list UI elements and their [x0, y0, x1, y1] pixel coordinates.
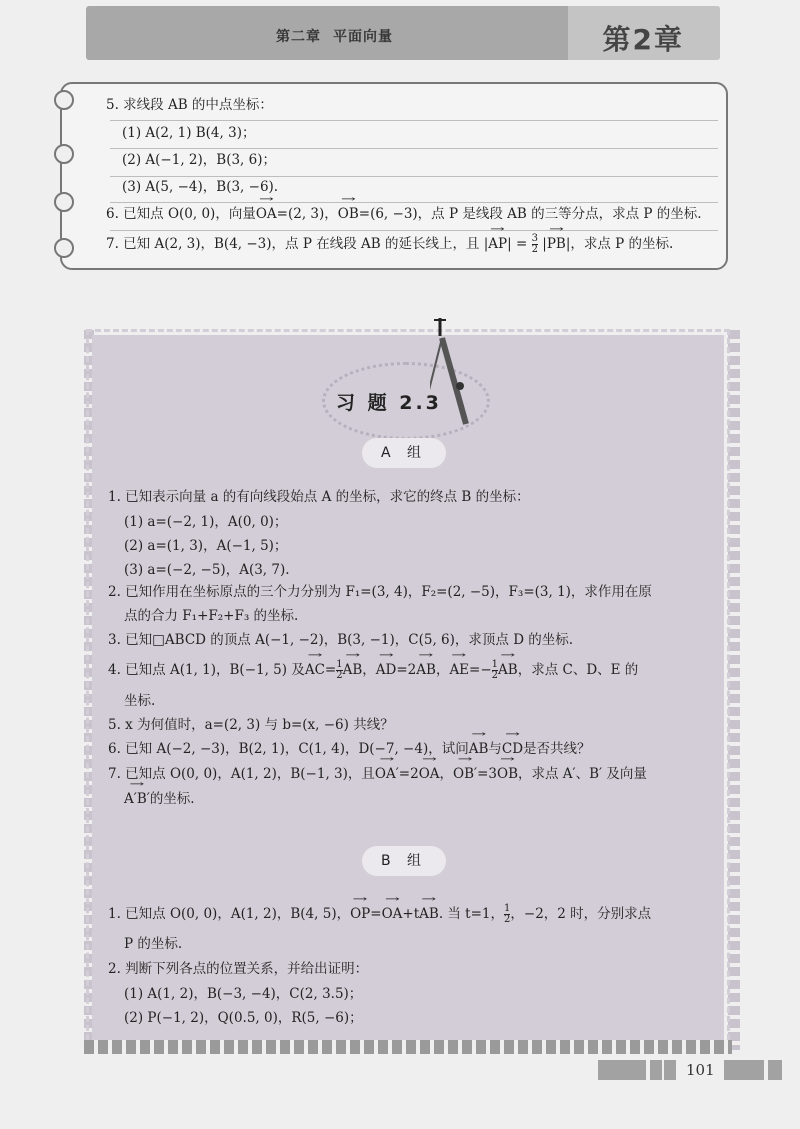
text-run: =3	[477, 766, 497, 782]
page-number: 101	[686, 1061, 715, 1079]
exercise-a4-line2: 坐标.	[124, 693, 156, 709]
vector-ab: → AB	[419, 905, 439, 923]
text-run: 4. 已知点 A(1, 1)，B(−1, 5) 及	[108, 662, 305, 678]
text-run: =	[324, 662, 337, 678]
exercise-a1-3: (3) a=(−2, −5)，A(3, 7).	[124, 562, 290, 578]
vector-oa: → OA	[419, 765, 440, 783]
binder-ring-icon	[54, 90, 74, 110]
fraction-denominator: 2	[336, 670, 343, 681]
text-run: ，求点 C、D、E 的	[517, 662, 639, 678]
text-run: 7. 已知点 O(0, 0)，A(1, 2)，B(−1, 3)，且	[108, 766, 375, 782]
text-run: +t	[402, 906, 420, 922]
exercise-b2: 2. 判断下列各点的位置关系，并给出证明：	[108, 961, 369, 977]
vector-ab: → AB	[416, 661, 436, 679]
practice-q5-3: (3) A(5, −4)，B(3, −6).	[122, 179, 279, 195]
practice-q5-2: (2) A(−1, 2)，B(3, 6)；	[122, 152, 276, 168]
vector-ab: → AB	[469, 740, 489, 758]
binder-ring-icon	[54, 238, 74, 258]
chapter-title: 平面向量	[333, 29, 393, 45]
text-run: 7. 已知 A(2, 3)，B(4, −3)，点 P 在线段 AB 的延长线上，且 |	[106, 236, 489, 252]
exercise-a7-line2	[124, 790, 195, 808]
text-run: =−	[469, 662, 492, 678]
ruled-line	[110, 230, 718, 231]
text-run: =2	[398, 766, 419, 782]
text-run: 1. 已知点 O(0, 0)，A(1, 2)，B(4, 5)，	[108, 906, 351, 922]
fraction-denominator: 2	[491, 670, 499, 681]
vector-oa: → OA	[256, 205, 277, 223]
chapter-label: 第二章	[276, 29, 321, 45]
group-b-label: B 组	[362, 846, 446, 876]
vector-oa: → OA	[382, 905, 403, 923]
text-run: 6. 已知 A(−2, −3)，B(2, 1)，C(1, 4)，D(−7, −4)，试问	[108, 741, 469, 757]
ruled-line	[110, 148, 718, 149]
text-run: 是否共线？	[523, 741, 591, 757]
vector-ab: → AB	[498, 661, 518, 679]
practice-q7	[106, 234, 673, 255]
text-run: 与	[488, 741, 502, 757]
text-run: |，求点 P 的坐标.	[565, 236, 674, 252]
text-run: =(6, −3)，点 P 是线段 AB 的三等分点，求点 P 的坐标.	[358, 206, 702, 222]
text-run: =(2, 3)，	[276, 206, 338, 222]
vector-oa-prime: → OA′	[375, 765, 399, 783]
exercise-a1-2: (2) a=(1, 3)，A(−1, 5)；	[124, 538, 288, 554]
fraction-numerator: 3	[531, 233, 538, 244]
text-run: . 当 t=1，	[438, 906, 505, 922]
exercise-a2-line1: 2. 已知作用在坐标原点的三个力分别为 F₁=(3, 4)，F₂=(2, −5)，F₃=(3, 1)，求作用在原	[108, 584, 652, 600]
vector-ob: → OB	[497, 765, 518, 783]
ruled-line	[110, 176, 718, 177]
ruled-line	[110, 202, 718, 203]
text-run: |	[537, 236, 547, 252]
vector-ab: → AB	[343, 661, 363, 679]
vector-ob-prime: → OB′	[453, 765, 477, 783]
footer-decoration-left	[598, 1060, 676, 1080]
exercise-a4	[108, 660, 638, 681]
ruled-line	[110, 120, 718, 121]
dashed-border-bottom	[84, 1040, 732, 1054]
chapter-header	[86, 6, 720, 60]
vector-ob: → OB	[338, 205, 359, 223]
exercise-a2-line2: 点的合力 F₁+F₂+F₃ 的坐标.	[124, 608, 299, 624]
exercise-b1-line2: P 的坐标.	[124, 936, 183, 952]
exercise-a1: 1. 已知表示向量 a 的有向线段始点 A 的坐标，求它的终点 B 的坐标：	[108, 489, 530, 505]
exercise-a7	[108, 765, 647, 783]
text-run: ，	[435, 662, 450, 678]
fraction-numerator: 1	[504, 903, 511, 914]
text-run: =	[370, 906, 382, 922]
text-run: ，−2，2 时，分别求点	[510, 906, 652, 922]
vector-pb: → PB	[547, 235, 566, 253]
text-run: ，	[439, 766, 454, 782]
vector-ae: → AE	[449, 661, 469, 679]
exercise-b2-1: (1) A(1, 2)，B(−3, −4)，C(2, 3.5)；	[124, 986, 363, 1002]
group-a-label: A 组	[362, 438, 446, 468]
practice-q6	[106, 205, 702, 223]
binder-ring-icon	[54, 144, 74, 164]
exercise-title: 习 题 2.3	[336, 392, 442, 414]
fraction-denominator: 2	[531, 244, 538, 255]
text-run: | =	[507, 236, 532, 252]
binder-ring-icon	[54, 192, 74, 212]
practice-q5-1: (1) A(2, 1) B(4, 3)；	[122, 125, 256, 141]
dashed-border-right	[728, 330, 740, 1050]
vector-ap: → AP	[488, 235, 507, 253]
footer-decoration-right	[724, 1060, 782, 1080]
fraction-numerator: 1	[491, 659, 499, 670]
vector-ac: → AC	[305, 661, 325, 679]
vector-ad: → AD	[376, 661, 397, 679]
chapter-tab	[568, 6, 720, 60]
exercise-a5: 5. x 为何值时，a=(2, 3) 与 b=(x, −6) 共线？	[108, 717, 394, 733]
vector-a-prime-b-prime: → A′B′	[124, 790, 150, 808]
text-run: ，求点 A′、B′ 及向量	[518, 766, 647, 782]
running-title	[276, 26, 393, 46]
practice-q5: 5. 求线段 AB 的中点坐标：	[106, 97, 273, 113]
exercise-b1	[108, 904, 651, 925]
exercise-a3: 3. 已知□ABCD 的顶点 A(−1, −2)，B(3, −1)，C(5, 6)，求顶点 D 的坐标.	[108, 632, 574, 648]
vector-op: → OP	[350, 905, 370, 923]
text-run: 的坐标.	[149, 791, 195, 807]
compass-icon	[430, 316, 490, 426]
vector-cd: → CD	[502, 740, 523, 758]
text-run: 6. 已知点 O(0, 0)，向量	[106, 206, 256, 222]
text-run: ，	[362, 662, 376, 678]
fraction-denominator: 2	[504, 914, 511, 925]
exercise-a1-1: (1) a=(−2, 1)，A(0, 0)；	[124, 514, 288, 530]
fraction-numerator: 1	[336, 659, 343, 670]
exercise-b2-2: (2) P(−1, 2)，Q(0.5, 0)，R(5, −6)；	[124, 1010, 363, 1026]
chapter-tab-label: 第2章	[602, 23, 684, 56]
text-run: =2	[396, 662, 417, 678]
